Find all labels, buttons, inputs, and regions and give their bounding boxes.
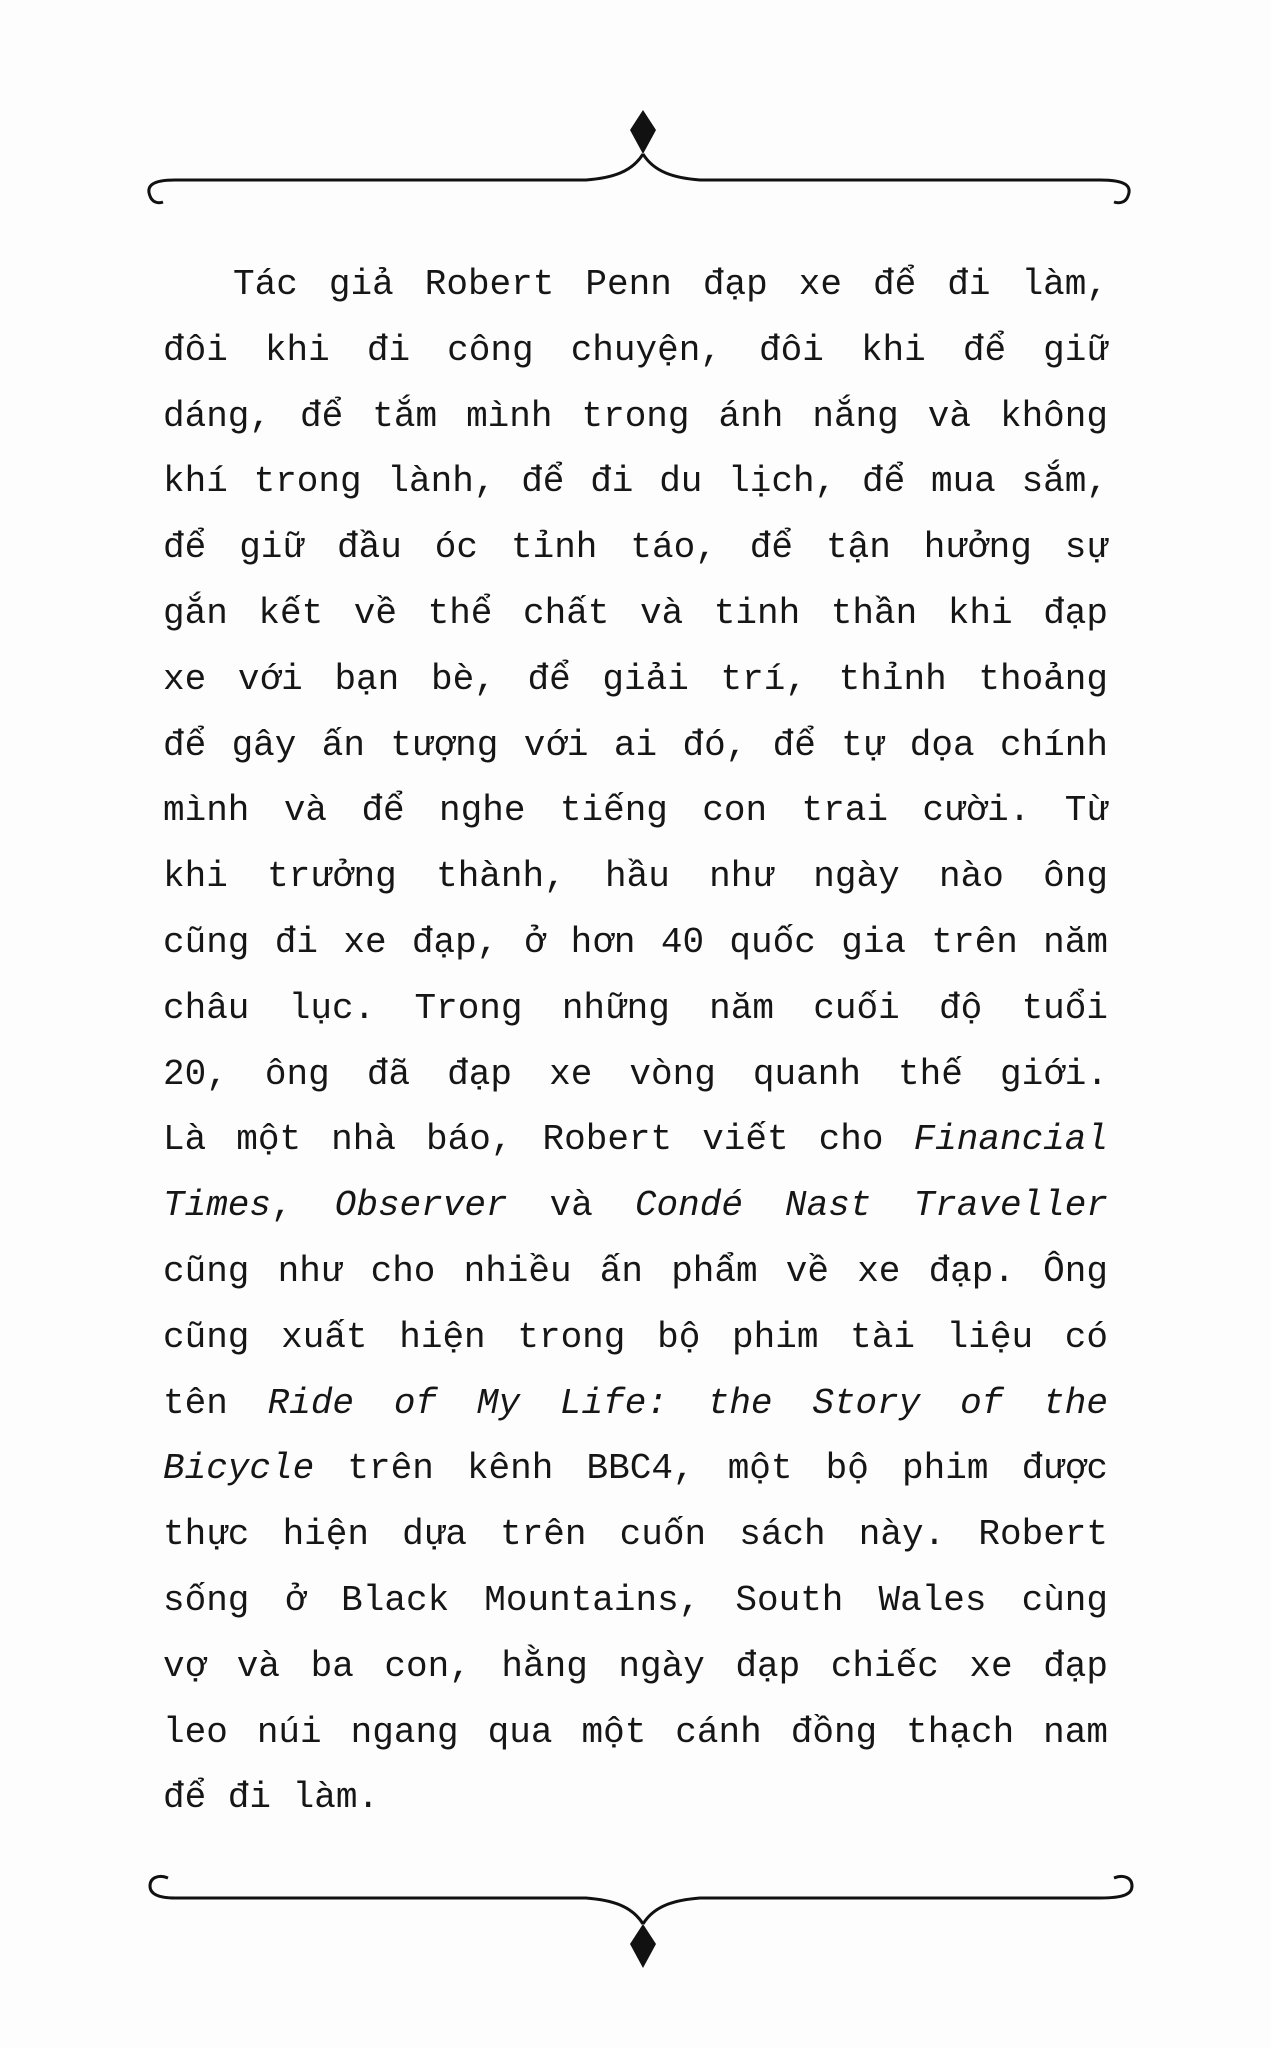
bio-text: cũng đi xe đạp, ở hơn 40 quốc gia trên năm [163, 921, 1108, 963]
bio-line [163, 318, 1108, 384]
bottom-ornament [0, 1840, 1271, 1970]
bio-line [163, 449, 1108, 515]
bio-text: vợ và ba con, hằng ngày đạp chiếc xe đạp [163, 1645, 1108, 1687]
bio-line [163, 844, 1108, 910]
bio-text: thực hiện dựa trên cuốn sách này. Robert [163, 1514, 1108, 1556]
bio-line [163, 713, 1108, 779]
bio-line [163, 1042, 1108, 1108]
bio-line [163, 1568, 1108, 1634]
bio-text: tên [163, 1382, 268, 1424]
bio-text: để gây ấn tượng với ai đó, để tự dọa chính [163, 724, 1108, 766]
bio-text: , [271, 1185, 335, 1227]
bio-text: gắn kết về thể chất và tinh thần khi đạp [163, 592, 1108, 634]
top-ornament [0, 110, 1271, 240]
publication-title: Ride of My Life: the Story of the [267, 1382, 1108, 1424]
publication-title: Financial [913, 1119, 1108, 1161]
bio-line [163, 581, 1108, 647]
bio-line [163, 1700, 1108, 1766]
bio-line [163, 1173, 1108, 1239]
bio-line [163, 1305, 1108, 1371]
bio-line [163, 1239, 1108, 1305]
bio-line [163, 515, 1108, 581]
bio-line [163, 1436, 1108, 1502]
flourish-divider-bottom-icon [0, 1840, 1271, 1970]
bio-text: trên kênh BBC4, một bộ phim được [314, 1448, 1108, 1490]
bio-text: để giữ đầu óc tỉnh táo, để tận hưởng sự [163, 527, 1108, 569]
bio-line [163, 1502, 1108, 1568]
bio-text: đôi khi đi công chuyện, đôi khi để giữ [163, 329, 1108, 371]
publication-title: Observer [334, 1185, 508, 1227]
bio-text: xe với bạn bè, để giải trí, thỉnh thoảng [163, 658, 1108, 700]
bio-text: mình và để nghe tiếng con trai cười. Từ [163, 790, 1108, 832]
bio-line [163, 252, 1108, 318]
bio-text: 20, ông đã đạp xe vòng quanh thế giới. [163, 1053, 1108, 1095]
bio-text: leo núi ngang qua một cánh đồng thạch nam [163, 1711, 1108, 1753]
bio-line [163, 778, 1108, 844]
bio-text: Tác giả Robert Penn đạp xe để đi làm, [233, 264, 1108, 305]
publication-title: Times [163, 1185, 272, 1227]
flourish-divider-top-icon [0, 110, 1271, 240]
bio-line [163, 384, 1108, 450]
bio-text: khí trong lành, để đi du lịch, để mua sắm, [163, 461, 1108, 503]
bio-line [163, 910, 1108, 976]
bio-line [163, 647, 1108, 713]
bio-line [163, 1107, 1108, 1173]
bio-line [163, 1634, 1108, 1700]
bio-text: châu lục. Trong những năm cuối độ tuổi [163, 987, 1108, 1029]
bio-line [163, 1371, 1108, 1437]
author-bio [163, 252, 1108, 1831]
bio-text: khi trưởng thành, hầu như ngày nào ông [163, 856, 1108, 898]
publication-title: Bicycle [163, 1448, 315, 1490]
bio-line [163, 1765, 1108, 1831]
bio-line [163, 976, 1108, 1042]
publication-title: Condé Nast Traveller [634, 1185, 1108, 1227]
bio-text: dáng, để tắm mình trong ánh nắng và không [163, 395, 1108, 437]
bio-text: và [507, 1185, 635, 1227]
bio-text: để đi làm. [163, 1777, 380, 1819]
bio-text: cũng xuất hiện trong bộ phim tài liệu có [163, 1316, 1108, 1358]
bio-text: sống ở Black Mountains, South Wales cùng [163, 1579, 1108, 1621]
bio-text: cũng như cho nhiều ấn phẩm về xe đạp. Ông [163, 1250, 1108, 1292]
bio-text: Là một nhà báo, Robert viết cho [163, 1119, 914, 1161]
